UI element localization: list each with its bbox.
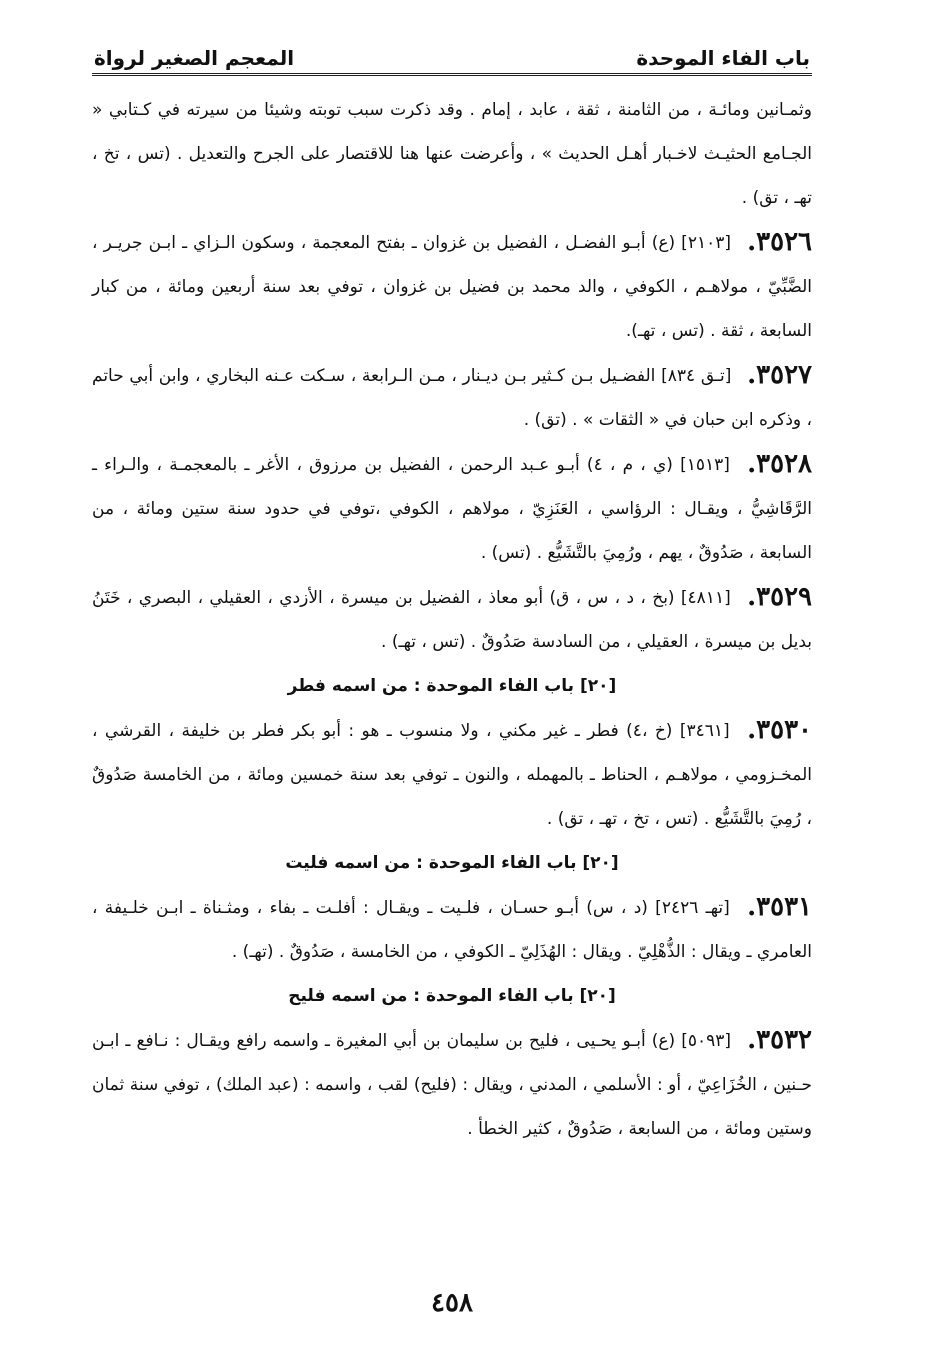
- header-book-title: المعجم الصغير لرواة: [94, 46, 295, 70]
- entry-text: [تـق ٨٣٤] الفضـيل بـن كـثير بـن ديـنار ، مـن الـرابعة ، سـكت عـنه البخاري ، وابن أبي حاتم ، وذكره ابن حبان في « الثقات » . (تق) .: [92, 366, 812, 430]
- entry-text: [٤٨١١] (بخ ، د ، س ، ق) أبو معاذ ، الفضيل بن ميسرة ، الأزدي ، العقيلي ، البصري ، خَتَنُ بديل بن ميسرة ، العقيلي ، من السادسة صَدُوقٌ . (تس ، تهـ) .: [92, 588, 812, 652]
- book-page: [92, 28, 812, 1338]
- entry-3530: [92, 708, 812, 841]
- entry-text: [تهـ ٢٤٢٦] (د ، س) أبـو حسـان ، فلـيت ـ ويقـال : أفلـت ـ بفاء ، ومثـناة ـ ابـن خلـيفة ، العامري ـ ويقال : الذُّهْلِيّ . ويقال : الهُذَلِيّ ـ الكوفي ، من الخامسة ، صَدُوقٌ . (تهـ) .: [92, 898, 812, 962]
- entry-number: ٣٥٣٠.: [747, 715, 812, 745]
- entry-number: ٣٥٢٨.: [747, 449, 813, 479]
- entry-text: [١٥١٣] (ي ، م ، ٤) أبـو عـبد الرحمن ، الفضيل بن مرزوق ، الأغر ـ بالمعجمـة ، والـراء ـ الرَّقَاشِيُّ ، ويقـال : الرؤاسي ، العَنَزِيّ ، مولاهم ، الكوفي ،توفي في حدود سنة ستين ومائة ، من السابعة ، صَدُوقٌ ، يهم ، ورُمِيَ بالتَّشَيُّع . (تس) .: [92, 455, 812, 563]
- page-body: [92, 88, 812, 1151]
- entry-3526: [92, 220, 812, 353]
- page-number: ٤٥٨: [431, 1288, 473, 1318]
- entry-number: ٣٥٢٧.: [747, 360, 812, 390]
- section-heading-fulaih: [٢٠] باب الفاء الموحدة : من اسمه فليح: [288, 986, 616, 1006]
- entry-text: [٢١٠٣] (ع) أبـو الفضـل ، الفضيل بن غزوان ـ بفتح المعجمة ، وسكون الـزاي ـ ابـن جريـر ، الضَّبِّيّ ، مولاهـم ، الكوفي ، والد محمد بن فضيل بن غزوان ، توفي بعد سنة أربعين ومائة ، من كبار السابعة ، ثقة . (تس ، تهـ).: [92, 233, 812, 341]
- header-rule: [92, 73, 812, 76]
- entry-number: ٣٥٣٢.: [747, 1025, 813, 1055]
- entry-text: [٥٠٩٣] (ع) أبـو يحـيى ، فليح بن سليمان بن أبي المغيرة ـ واسمه رافع ويقـال : نـافع ـ ابـن حـنين ، الخُزَاعِيّ ، أو : الأسلمي ، المدني ، ويقال : (فليح) لقب ، واسمه : (عبد الملك) ، توفي سنة ثمان وستين ومائة ، من السابعة ، صَدُوقٌ ، كثير الخطأ .: [92, 1031, 812, 1139]
- section-heading-fulait: [٢٠] باب الفاء الموحدة : من اسمه فليت: [285, 853, 619, 873]
- header-chapter-title: باب الفاء الموحدة: [636, 46, 810, 70]
- entry-3529: [92, 575, 812, 664]
- entry-3528: [92, 442, 812, 575]
- running-header: [92, 28, 812, 76]
- entry-text: [٣٤٦١] (خ ،٤) فطر ـ غير مكني ، ولا منسوب ـ هو : أبو بكر فطر بن خليفة ، القرشي ، المخـزومي ، مولاهـم ، الحناط ـ بالمهمله ، والنون ـ توفي بعد سنة خمسين ومائة ، من الخامسة صَدُوقٌ ، رُمِيَ بالتَّشَيُّع . (تس ، تخ ، تهـ ، تق) .: [92, 721, 812, 829]
- intro-paragraph: وثمـانين ومائـة ، من الثامنة ، ثقة ، عابد ، إمام . وقد ذكرت سبب توبته وشيئا من سيرته في كـتابي « الجـامع الحثيـث لاخـبار أهـل الحديث » ، وأعرضت عنها هنا للاقتصار على الجرح والتعديل . (تس ، تخ ، تهـ ، تق) .: [92, 100, 812, 208]
- entry-3527: [92, 353, 812, 442]
- entry-number: ٣٥٢٦.: [747, 227, 813, 257]
- section-heading-fitr: [٢٠] باب الفاء الموحدة : من اسمه فطر: [287, 676, 617, 696]
- entry-3531: [92, 885, 812, 974]
- entry-number: ٣٥٣١.: [747, 892, 812, 922]
- entry-number: ٣٥٢٩.: [747, 582, 812, 612]
- entry-3532: [92, 1018, 812, 1151]
